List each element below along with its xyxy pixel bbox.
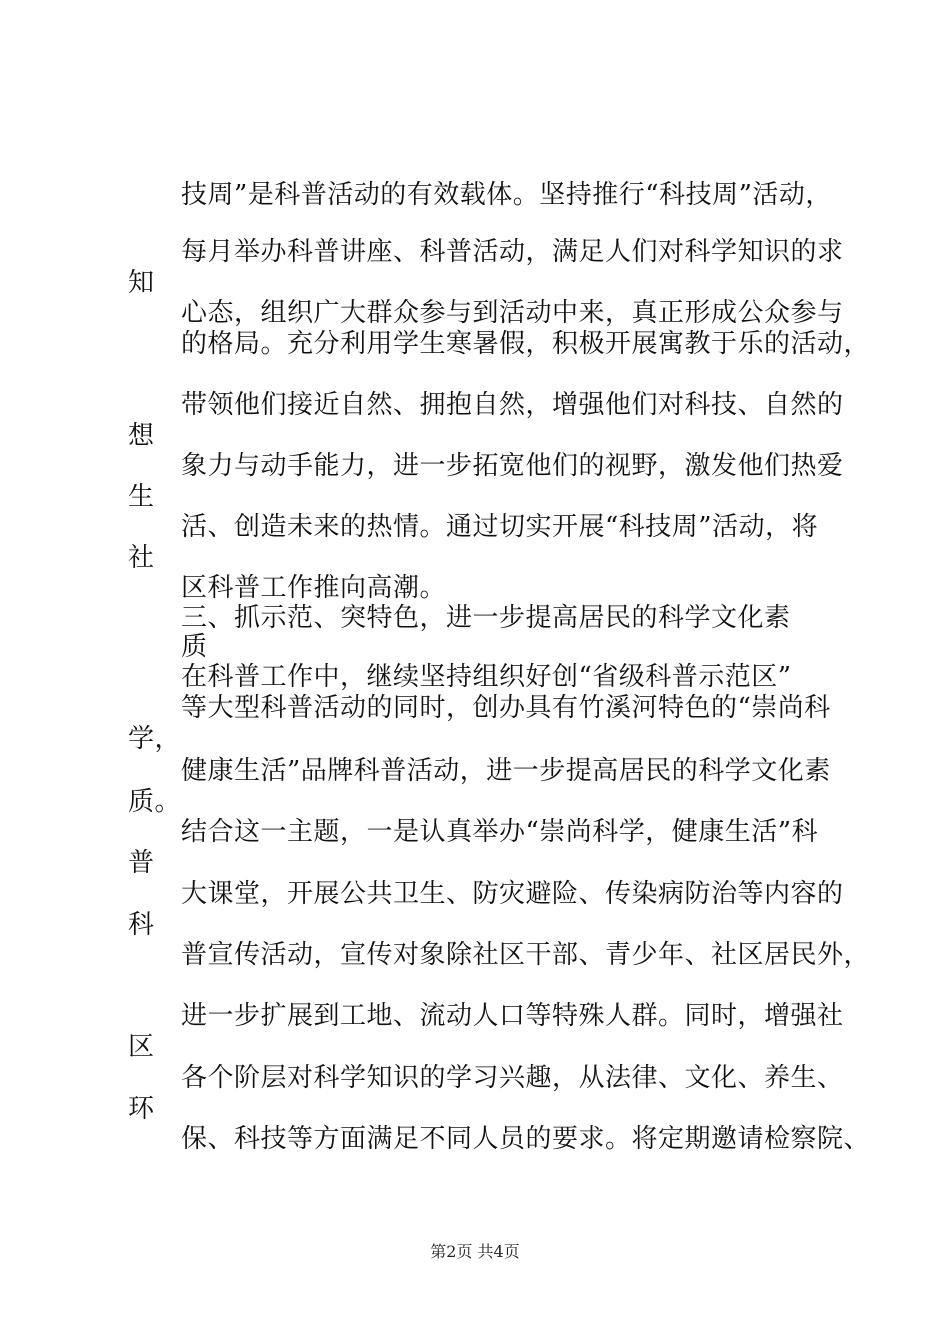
text-line-16: 等大型科普活动的同时，创办具有竹溪河特色的“崇尚科	[181, 693, 831, 723]
text-line-12: 区科普工作推向高潮。	[181, 573, 447, 603]
text-line-21: 普	[128, 848, 155, 878]
text-line-24: 普宣传活动，宣传对象除社区干部、青少年、社区居民外，	[181, 940, 871, 970]
text-line-23: 科	[128, 910, 155, 940]
text-line-8: 象力与动手能力，进一步拓宽他们的视野，激发他们热爱	[181, 451, 844, 481]
text-line-2: 每月举办科普讲座、科普活动，满足人们对科学知识的求	[181, 237, 844, 267]
text-line-3: 知	[128, 268, 155, 298]
text-line-7: 想	[128, 421, 155, 451]
text-line-18: 健康生活”品牌科普活动，进一步提高居民的科学文化素	[181, 756, 831, 786]
text-line-6: 带领他们接近自然、拥抱自然，增强他们对科技、自然的	[181, 390, 844, 420]
text-line-9: 生	[128, 482, 155, 512]
text-line-29: 保、科技等方面满足不同人员的要求。将定期邀请检察院、	[181, 1124, 871, 1154]
text-line-10: 活、创造未来的热情。通过切实开展“科技周”活动，将	[181, 512, 819, 542]
page-number-footer: 第2页 共4页	[430, 1242, 520, 1261]
text-line-20: 结合这一主题，一是认真举办“崇尚科学，健康生活”科	[181, 817, 819, 847]
text-line-1: 技周”是科普活动的有效载体。坚持推行“科技周”活动，	[181, 180, 832, 210]
text-line-25: 进一步扩展到工地、流动人口等特殊人群。同时，增强社	[181, 1001, 844, 1031]
text-line-27: 各个阶层对科学知识的学习兴趣，从法律、文化、养生、	[181, 1063, 844, 1093]
text-line-13: 三、抓示范、突特色，进一步提高居民的科学文化素	[181, 603, 791, 633]
text-line-15: 在科普工作中，继续坚持组织好创“省级科普示范区”	[181, 662, 792, 692]
text-line-28: 环	[128, 1094, 155, 1124]
text-line-5: 的格局。充分利用学生寒暑假，积极开展寓教于乐的活动，	[181, 329, 871, 359]
text-line-17: 学，	[128, 724, 182, 754]
text-line-11: 社	[128, 543, 155, 573]
text-line-19: 质。	[128, 787, 182, 817]
text-line-4: 心态，组织广大群众参与到活动中来，真正形成公众参与	[181, 298, 844, 328]
text-line-14: 质	[181, 632, 208, 662]
text-line-26: 区	[128, 1032, 155, 1062]
text-line-22: 大课堂，开展公共卫生、防灾避险、传染病防治等内容的	[181, 879, 844, 909]
